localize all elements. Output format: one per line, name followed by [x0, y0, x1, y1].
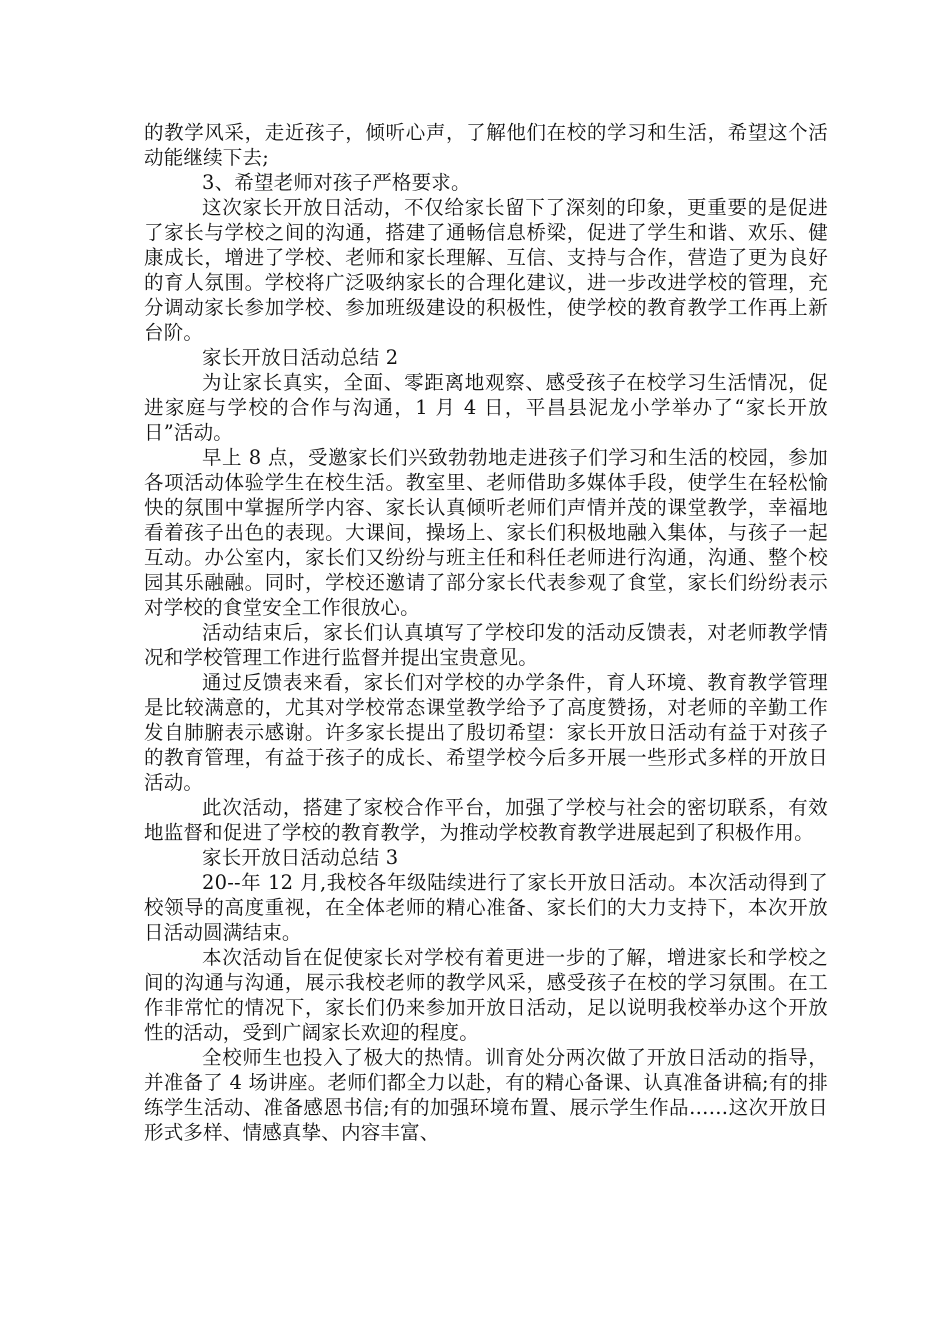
- paragraph: 活动结束后，家长们认真填写了学校印发的活动反馈表，对老师教学情况和学校管理工作进行监督并提出宝贵意见。: [144, 621, 828, 669]
- paragraph: 早上 8 点，受邀家长们兴致勃勃地走进孩子们学习和生活的校园，参加各项活动体验学生在校生活。教室里、老师借助多媒体手段，使学生在轻松愉快的氛围中掌握所学内容、家长认真倾听老师们声情并茂的课堂教学，幸福地看着孩子出色的表现。大课间，操场上、家长们积极地融入集体，与孩子一起互动。办公室内，家长们又纷纷与班主任和科任老师进行沟通，沟通、整个校园其乐融融。同时，学校还邀请了部分家长代表参观了食堂，家长们纷纷表示对学校的食堂安全工作很放心。: [144, 446, 828, 619]
- paragraph: 为让家长真实，全面、零距离地观察、感受孩子在校学习生活情况，促进家庭与学校的合作与沟通，1 月 4 日，平昌县泥龙小学举办了“家长开放日”活动。: [144, 371, 828, 444]
- paragraph-continuation: 的教学风采，走近孩子，倾听心声，了解他们在校的学习和生活，希望这个活动能继续下去;: [144, 121, 828, 169]
- document-page: [144, 120, 828, 1145]
- section-heading-2: 家长开放日活动总结 2: [202, 346, 399, 369]
- paragraph: 20--年 12 月,我校各年级陆续进行了家长开放日活动。本次活动得到了校领导的高度重视，在全体老师的精心准备、家长们的大力支持下，本次开放日活动圆满结束。: [144, 871, 828, 944]
- paragraph: 此次活动，搭建了家校合作平台，加强了学校与社会的密切联系，有效地监督和促进了学校的教育教学，为推动学校教育教学进展起到了积极作用。: [144, 796, 828, 844]
- paragraph: 全校师生也投入了极大的热情。训育处分两次做了开放日活动的指导，并准备了 4 场讲座。老师们都全力以赴，有的精心备课、认真准备讲稿;有的排练学生活动、准备感恩书信;有的加强环境布置、展示学生作品……这次开放日形式多样、情感真挚、内容丰富、: [144, 1046, 828, 1144]
- paragraph-summary-1: 这次家长开放日活动，不仅给家长留下了深刻的印象，更重要的是促进了家长与学校之间的沟通，搭建了通畅信息桥梁，促进了学生和谐、欢乐、健康成长，增进了学校、老师和家长理解、互信、支持与合作，营造了更为良好的育人氛围。学校将广泛吸纳家长的合理化建议，进一步改进学校的管理，充分调动家长参加学校、参加班级建设的积极性，使学校的教育教学工作再上新台阶。: [144, 196, 828, 344]
- paragraph-list-item-3: 3、希望老师对孩子严格要求。: [202, 171, 471, 194]
- section-heading-3: 家长开放日活动总结 3: [202, 846, 399, 869]
- paragraph: 本次活动旨在促使家长对学校有着更进一步的了解，增进家长和学校之间的沟通与沟通，展示我校老师的教学风采，感受孩子在校的学习氛围。在工作非常忙的情况下，家长们仍来参加开放日活动，足以说明我校举办这个开放性的活动，受到广阔家长欢迎的程度。: [144, 946, 828, 1044]
- paragraph: 通过反馈表来看，家长们对学校的办学条件，育人环境、教育教学管理是比较满意的，尤其对学校常态课堂教学给予了高度赞扬，对老师的辛勤工作发自肺腑表示感谢。许多家长提出了殷切希望：家长开放日活动有益于对孩子的教育管理，有益于孩子的成长、希望学校今后多开展一些形式多样的开放日活动。: [144, 671, 828, 794]
